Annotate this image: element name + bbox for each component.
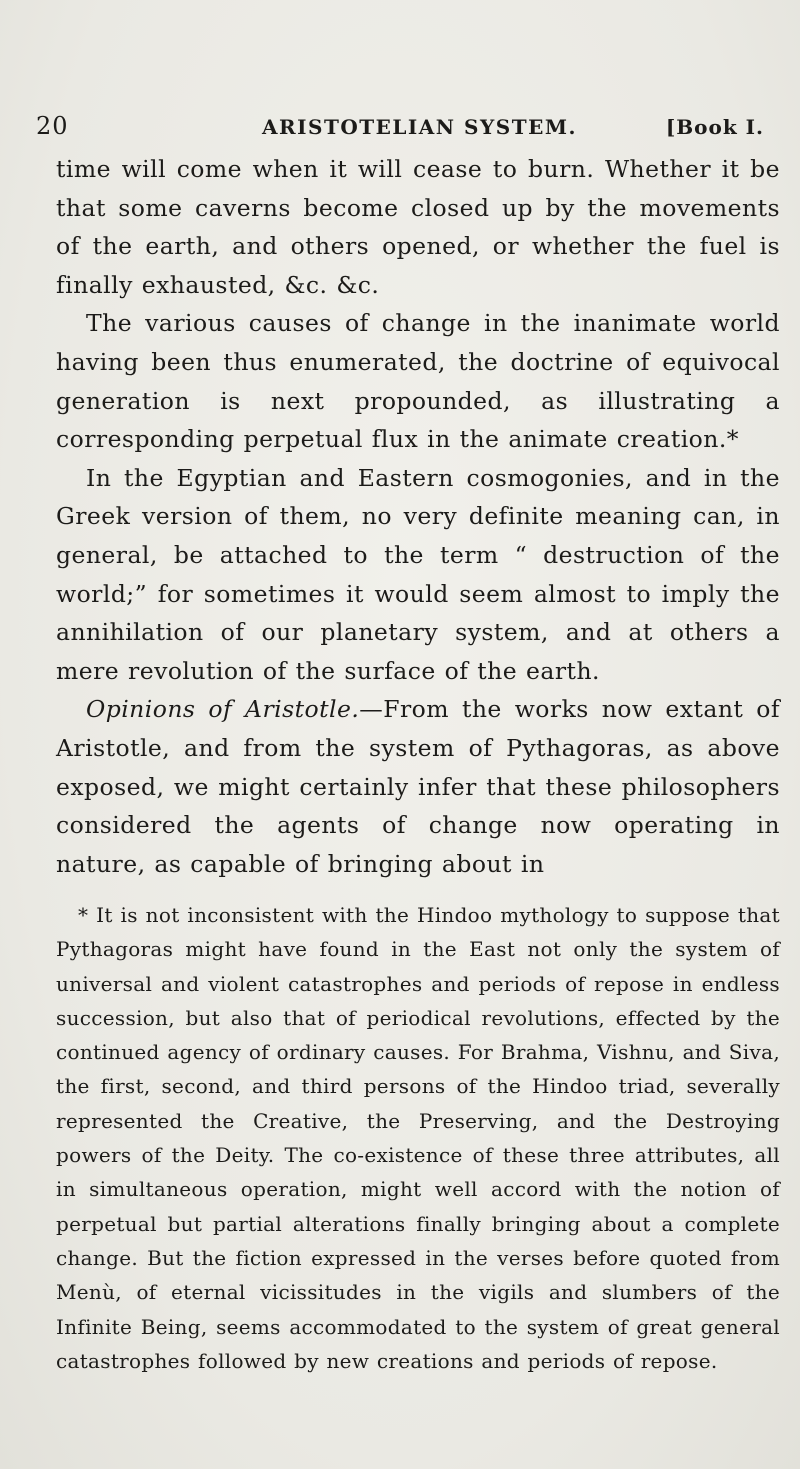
book-label: [Book I. (665, 115, 764, 139)
opinions-heading: Opinions of Aristotle. (86, 695, 360, 724)
page-header (36, 112, 764, 142)
paragraph-opinions (56, 690, 780, 883)
running-title: ARISTOTELIAN SYSTEM. (262, 115, 577, 139)
footnote (56, 898, 780, 1378)
paragraph-cosmogonies: In the Egyptian and Eastern cosmogonies, and in the Greek version of them, no very definite meaning can, in general, be attached to the term “ destruction of the world;” for sometimes it would seem almost to imply the annihilation of our planetary system, and at others a mere revolution of the surface of the earth. (56, 463, 780, 685)
opinions-text: —From the works now extant of Aristotle, and from the system of Pythagoras, as above exposed, we might certainly infer that these philosophers considered the agents of change now operating in nature, as capable of bringing about in (56, 695, 781, 878)
main-text (56, 150, 780, 883)
footnote-text: * It is not inconsistent with the Hindoo mythology to suppose that Pythagoras might have found in the East not only the system of universal and violent catastrophes and periods of repose in endless succession, but also that of periodical revolutions, effected by the continued agency of ordinary causes. For Brahma, Vishnu, and Siva, the first, second, and third persons of the Hindoo triad, severally represented the Creative, the Preserving, and the Destroying powers of the Deity. The co-existence of these three attributes, all in simultaneous operation, might well accord with the notion of perpetual but partial alterations finally bringing about a complete change. But the fiction expressed in the verses before quoted from Menù, of eternal vicissitudes in the vigils and slumbers of the Infinite Being, seems accommodated to the system of great general catastrophes followed by new creations and periods of repose. (56, 903, 780, 1373)
page-number: 20 (36, 112, 69, 140)
paragraph-continuation: time will come when it will cease to burn. Whether it be that some caverns become closed up by the movements of the earth, and others opened, or whether the fuel is finally exhausted, &c. &c. (56, 155, 780, 299)
paragraph-causes: The various causes of change in the inanimate world having been thus enumerated, the doctrine of equivocal generation is next propounded, as illustrating a corresponding perpetual flux in the animate creation.* (56, 309, 780, 454)
